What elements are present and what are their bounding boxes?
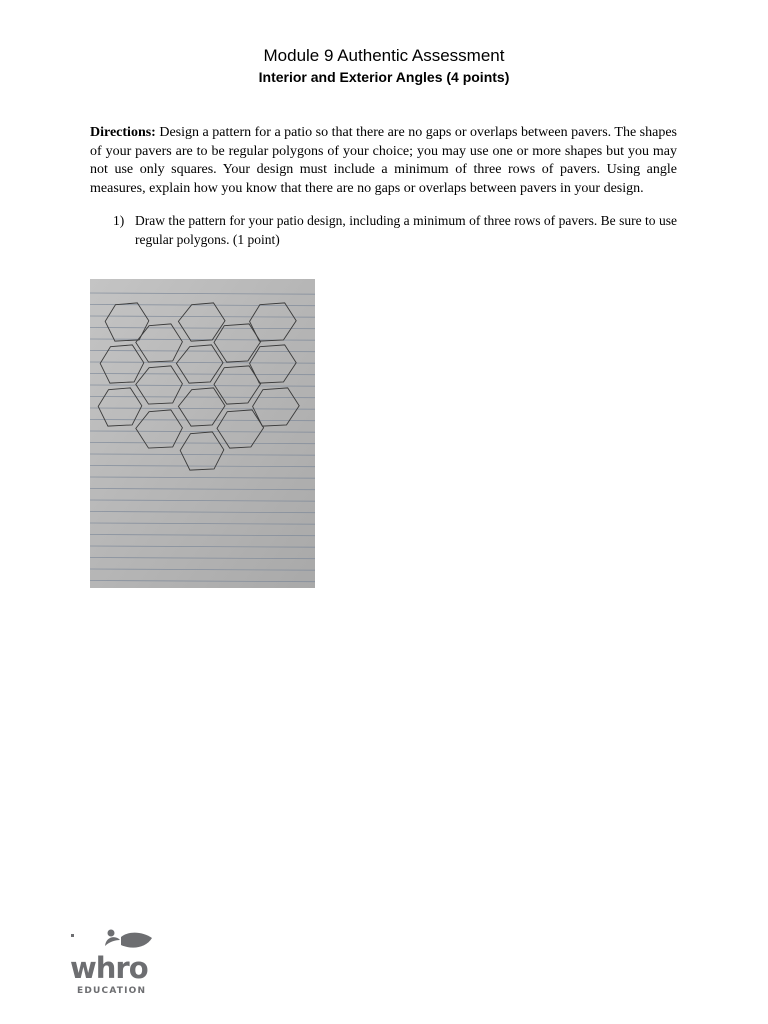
whro-logo [68, 926, 160, 996]
logo-tagline: EDUCATION [77, 986, 147, 996]
directions-paragraph [90, 124, 677, 198]
directions-text: Design a pattern for a patio so that there are no gaps or overlaps between pavers. The shapes of your pavers are to be regular polygons of your choice; you may use one or more shapes but you may not use only squares. Your design must include a minimum of three rows of pavers. Using angle measures, explain how you know that there are no gaps or overlaps between pavers in your design. [90, 125, 677, 196]
question-text: Draw the pattern for your patio design, including a minimum of three rows of pavers. Be sure to use regular polygons. (1 point) [135, 213, 677, 247]
paper-background [90, 279, 315, 588]
page-title: Module 9 Authentic Assessment [263, 46, 505, 65]
hexagon-pattern-photo [90, 279, 315, 588]
page-subtitle: Interior and Exterior Angles (4 points) [258, 69, 510, 85]
question-1 [113, 211, 677, 249]
logo-wordmark: whro [70, 951, 148, 985]
directions-label: Directions: [90, 125, 156, 140]
leaf-icon [71, 930, 152, 948]
question-number: 1) [113, 213, 125, 228]
